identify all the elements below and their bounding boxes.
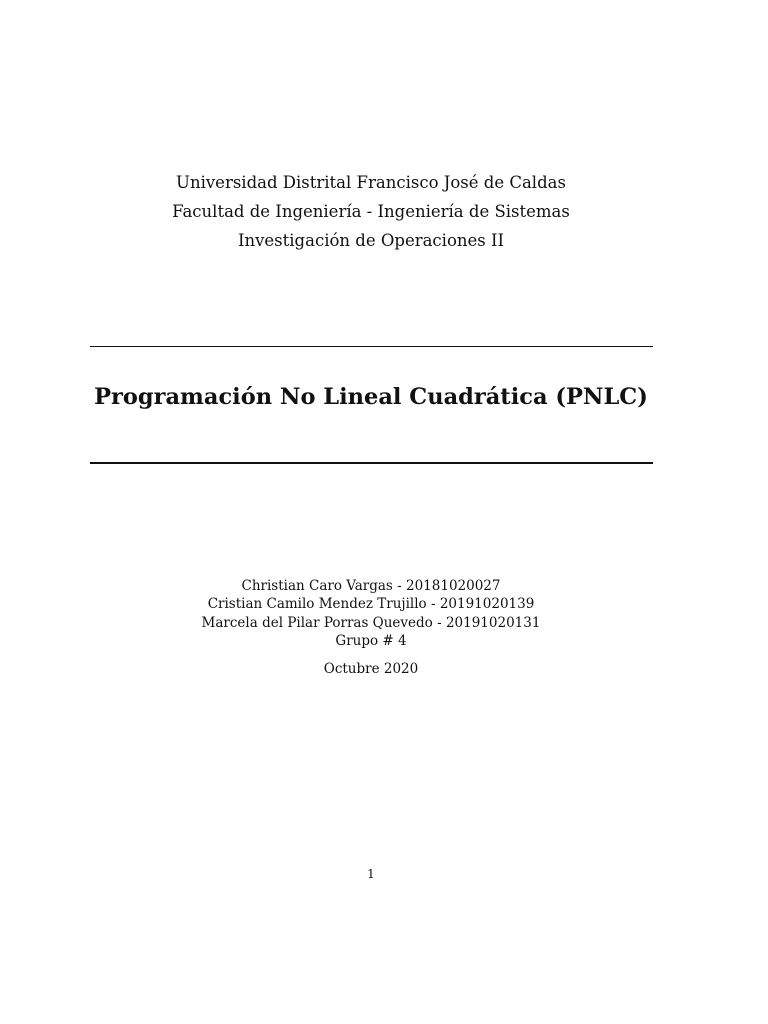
university-name: Universidad Distrital Francisco José de Caldas <box>176 173 566 192</box>
author-list <box>0 577 742 650</box>
author-line: Marcela del Pilar Porras Quevedo - 20191020131 <box>201 614 541 631</box>
author-line: Christian Caro Vargas - 20181020027 <box>241 578 501 594</box>
institution-header <box>0 168 742 255</box>
document-title: Programación No Lineal Cuadrática (PNLC) <box>94 384 648 410</box>
author-line: Cristian Camilo Mendez Trujillo - 20191020139 <box>207 596 535 613</box>
title-rule-bottom <box>90 462 653 464</box>
document-date: Octubre 2020 <box>323 661 419 677</box>
page-number: 1 <box>367 867 375 881</box>
course-name: Investigación de Operaciones II <box>237 231 505 250</box>
title-rule-top <box>90 346 653 347</box>
faculty-name: Facultad de Ingeniería - Ingeniería de Sistemas <box>172 202 570 221</box>
group-label: Grupo # 4 <box>335 632 407 649</box>
